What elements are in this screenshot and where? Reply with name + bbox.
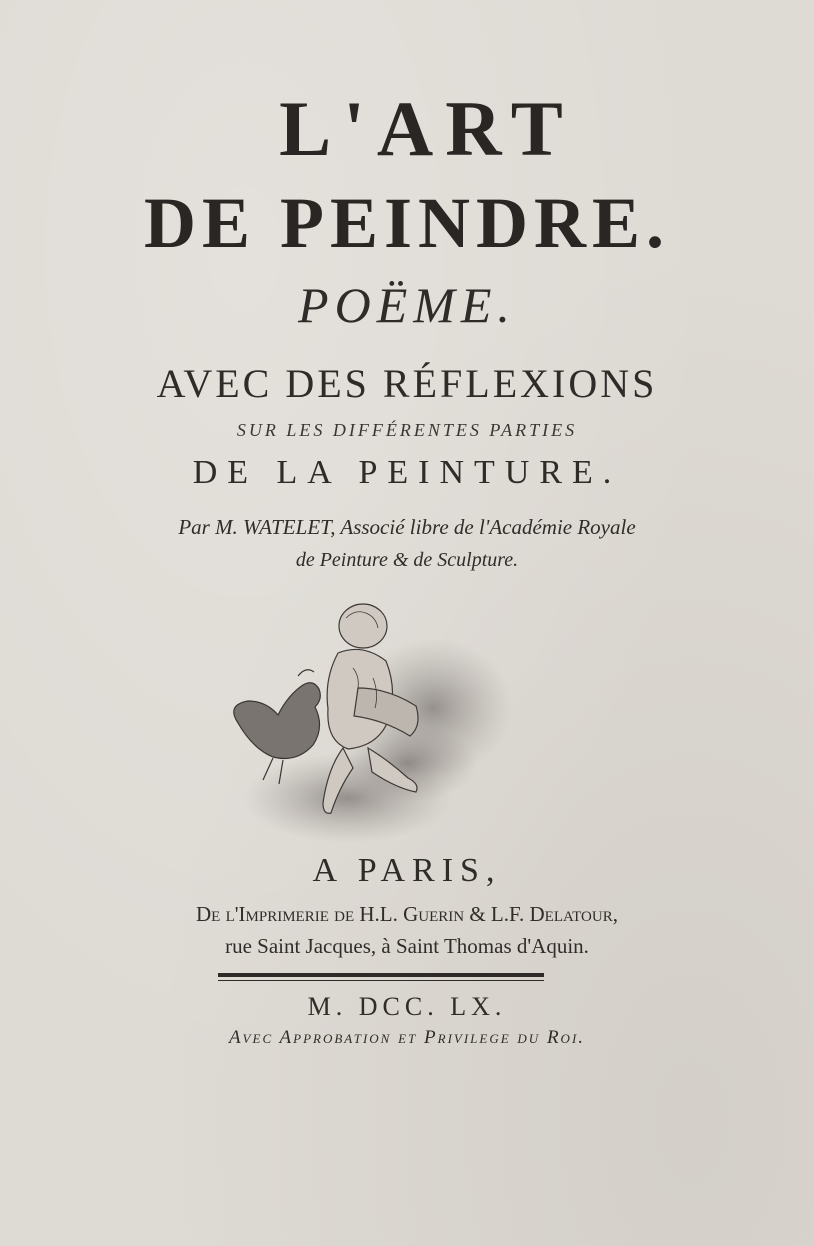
imprint-date: M. DCC. LX. <box>307 992 507 1021</box>
author-line: Par M. WATELET, Associé libre de l'Académie Royale <box>178 515 636 539</box>
title-line-de-peindre: DE PEINDRE. <box>143 183 671 263</box>
imprint-rule-thick <box>218 973 544 977</box>
imprint-privilege: Avec Approbation et Privilege du Roi. <box>228 1027 586 1048</box>
imprint-address: rue Saint Jacques, à Saint Thomas d'Aquin. <box>225 934 589 958</box>
title-line-lart: L'ART <box>279 85 575 172</box>
imprint-rule-thin <box>218 980 544 981</box>
subtitle-reflexions: AVEC DES RÉFLEXIONS <box>156 361 658 406</box>
vignette-engraving <box>218 598 518 860</box>
author-affiliation: de Peinture & de Sculpture. <box>295 549 519 571</box>
subtitle-parties: SUR LES DIFFÉRENTES PARTIES <box>236 420 578 440</box>
imprint-printer: De l'Imprimerie de H.L. Guerin & L.F. Delatour, <box>196 902 618 926</box>
subtitle-peinture: DE LA PEINTURE. <box>192 454 622 491</box>
title-line-poeme: POËME. <box>298 277 516 333</box>
imprint-place: A PARIS, <box>312 852 502 889</box>
